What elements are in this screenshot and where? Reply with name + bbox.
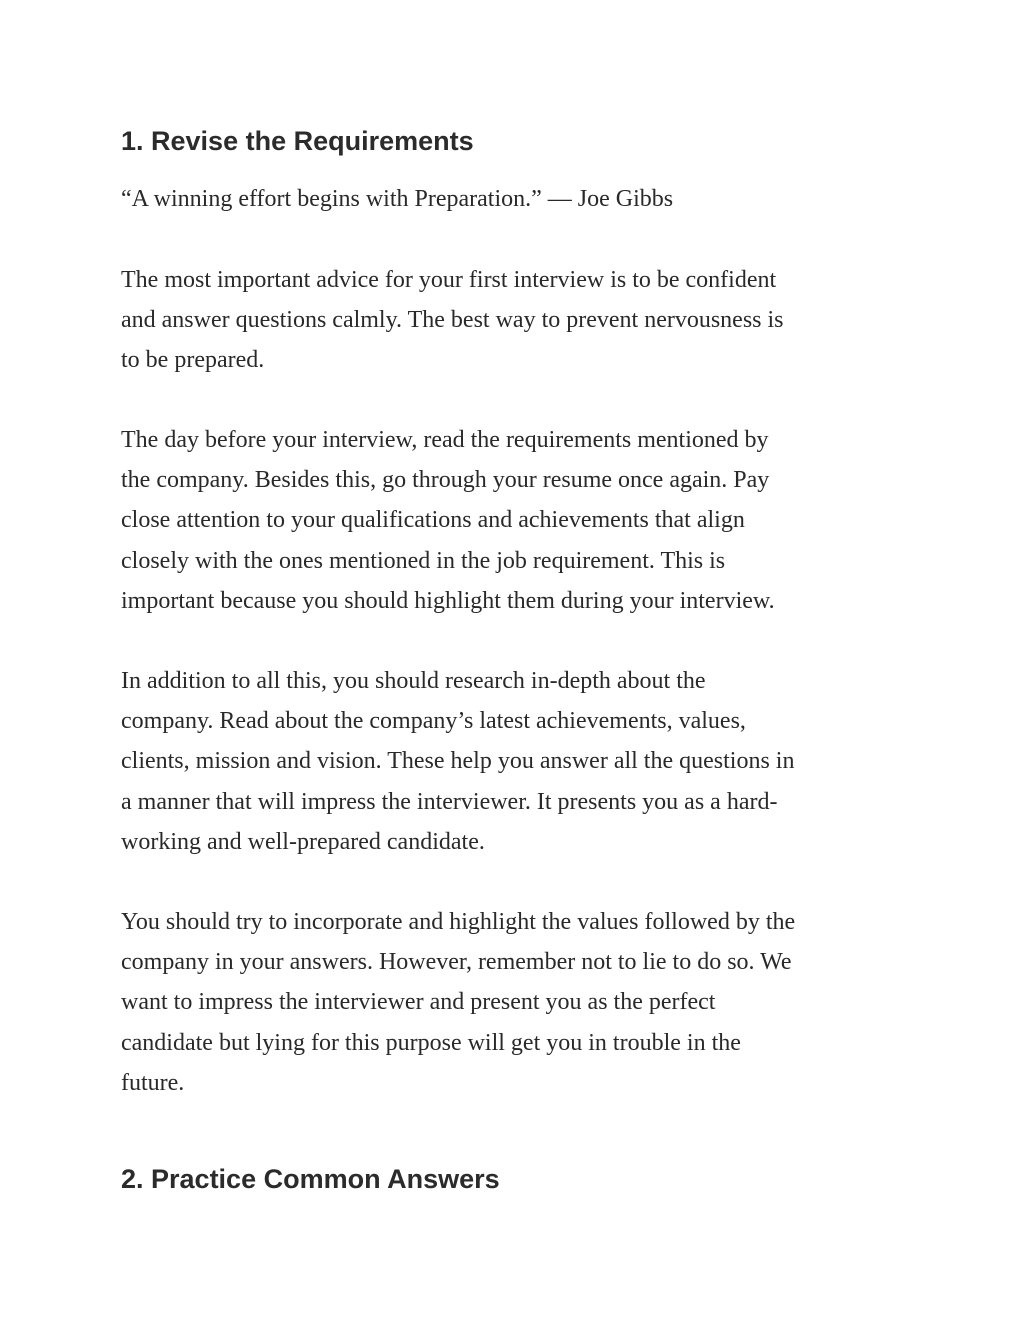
paragraph-line: to be prepared. — [121, 347, 265, 374]
paragraph-line: company. Read about the company’s latest achievements, values, — [121, 708, 746, 735]
paragraph-line: future. — [121, 1069, 185, 1096]
paragraph-line: You should try to incorporate and highlight the values followed by the — [121, 909, 796, 935]
paragraph-line: a manner that will impress the interviewer. It presents you as a hard- — [121, 788, 778, 815]
quote: “A winning effort begins with Preparation.” — Joe Gibbs — [121, 186, 674, 212]
paragraph-line: candidate but lying for this purpose will get you in trouble in the — [121, 1029, 741, 1056]
paragraph-4 — [121, 902, 901, 1103]
paragraph-line: The day before your interview, read the requirements mentioned by — [121, 427, 769, 453]
section-heading-revise-requirements: 1. Revise the Requirements — [121, 126, 474, 156]
paragraph-line: working and well-prepared candidate. — [121, 828, 485, 855]
paragraph-2 — [121, 420, 901, 621]
paragraph-line: important because you should highlight them during your interview. — [121, 587, 775, 614]
paragraph-line: the company. Besides this, go through your resume once again. Pay — [121, 467, 770, 494]
paragraph-1 — [121, 260, 901, 381]
section-heading-practice-answers: 2. Practice Common Answers — [121, 1164, 500, 1194]
paragraph-line: In addition to all this, you should research in-depth about the — [121, 668, 706, 694]
paragraph-line: want to impress the interviewer and present you as the perfect — [121, 989, 716, 1016]
paragraph-3 — [121, 661, 901, 862]
paragraph-line: closely with the ones mentioned in the job requirement. This is — [121, 547, 726, 574]
paragraph-line: The most important advice for your first interview is to be confident — [121, 267, 777, 293]
paragraph-line: clients, mission and vision. These help you answer all the questions in — [121, 748, 795, 775]
paragraph-line: close attention to your qualifications and achievements that align — [121, 507, 745, 534]
paragraph-line: company in your answers. However, remember not to lie to do so. We — [121, 949, 792, 976]
paragraph-line: and answer questions calmly. The best way to prevent nervousness is — [121, 307, 784, 334]
